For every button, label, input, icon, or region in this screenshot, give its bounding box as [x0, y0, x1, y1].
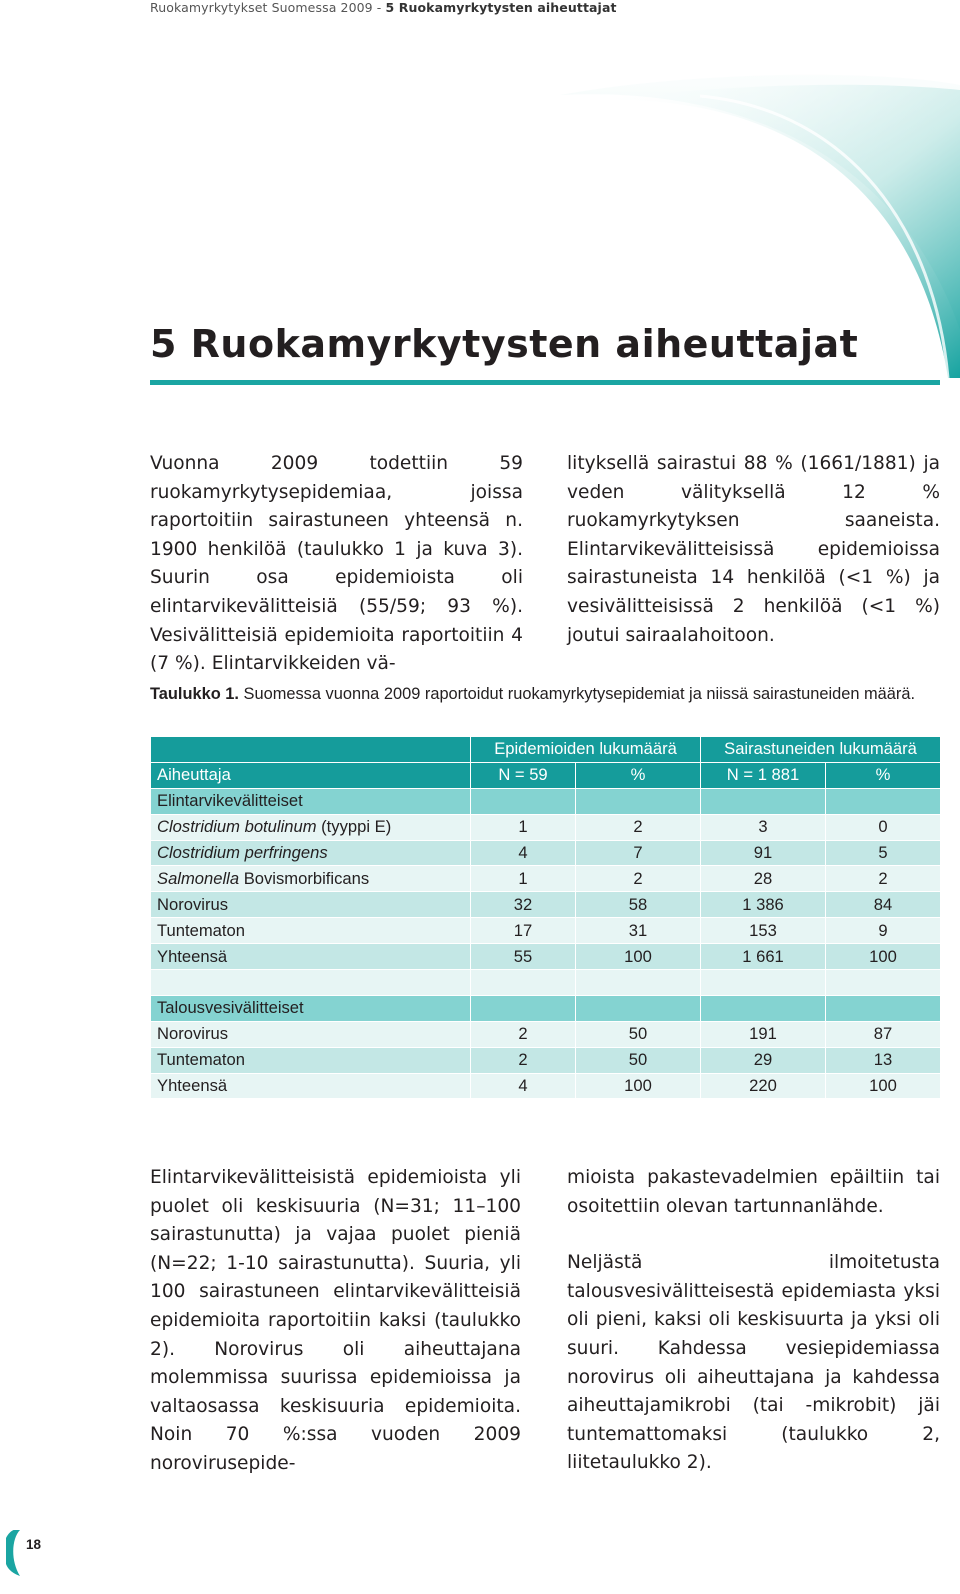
table-row — [151, 1047, 941, 1073]
group-header-outbreaks: Epidemioiden lukumäärä — [471, 737, 701, 763]
column-header-outbreak-n: N = 59 — [471, 762, 576, 788]
body-paragraph-right-1: mioista pakastevadelmien epäiltiin tai osoitettiin olevan tartunnanlähde. — [567, 1167, 940, 1217]
table-row — [151, 840, 941, 866]
cell: 32 — [471, 892, 576, 918]
row-label: Clostridium botulinum (tyyppi E) — [151, 814, 471, 840]
publication-title: Ruokamyrkytykset Suomessa 2009 - — [150, 0, 382, 15]
cell: 191 — [701, 1021, 826, 1047]
cell: 100 — [576, 1073, 701, 1099]
table-caption — [150, 684, 940, 704]
chapter-title: 5 Ruokamyrkytysten aiheuttajat — [150, 322, 859, 366]
cell: 2 — [576, 814, 701, 840]
cell: 1 661 — [701, 944, 826, 970]
intro-paragraph-left: Vuonna 2009 todettiin 59 ruokamyrkytysepidemiaa, joissa raportoitiin sairastuneen yhteensä n. 1900 henkilöä (taulukko 1 ja kuva 3). Suurin osa epidemioista oli elintarvikevälitteisiä (55/59; 93 %). Vesivälitteisiä epidemioita raportoitiin 4 (7 %). Elintarvikkeiden vä- — [150, 453, 523, 675]
cell: 2 — [471, 1047, 576, 1073]
spacer-row — [151, 970, 941, 996]
body-left-column — [150, 1164, 521, 1479]
outbreak-table — [150, 736, 941, 1099]
intro-right-column — [567, 450, 940, 650]
table-row — [151, 866, 941, 892]
row-label: Norovirus — [151, 892, 471, 918]
cell: 100 — [826, 1073, 941, 1099]
cell: 5 — [826, 840, 941, 866]
cell: 2 — [826, 866, 941, 892]
cell: 29 — [701, 1047, 826, 1073]
column-header-outbreak-pct: % — [576, 762, 701, 788]
table-row — [151, 918, 941, 944]
row-label: Salmonella Bovismorbificans — [151, 866, 471, 892]
cell: 100 — [576, 944, 701, 970]
total-row-food — [151, 944, 941, 970]
total-row-water — [151, 1073, 941, 1099]
cell: 55 — [471, 944, 576, 970]
empty-header-cell — [151, 737, 471, 763]
cell: 50 — [576, 1021, 701, 1047]
page-number-badge — [6, 1530, 52, 1576]
cell: 1 — [471, 866, 576, 892]
table-caption-text: Suomessa vuonna 2009 raportoidut ruokamyrkytysepidemiat ja niissä sairastuneiden määrä. — [243, 685, 915, 703]
cell: 50 — [576, 1047, 701, 1073]
cell: 58 — [576, 892, 701, 918]
table-column-header-row — [151, 762, 941, 788]
cell: 84 — [826, 892, 941, 918]
page-number: 18 — [26, 1537, 42, 1552]
cell: 91 — [701, 840, 826, 866]
cell: 7 — [576, 840, 701, 866]
column-header-cases-pct: % — [826, 762, 941, 788]
row-label: Yhteensä — [151, 944, 471, 970]
cell: 1 386 — [701, 892, 826, 918]
table-caption-label: Taulukko 1. — [150, 685, 239, 703]
cell: 2 — [576, 866, 701, 892]
section-label: Talousvesivälitteiset — [151, 995, 471, 1021]
row-label: Norovirus — [151, 1021, 471, 1047]
cell: 3 — [701, 814, 826, 840]
intro-paragraph-right: lityksellä sairastui 88 % (1661/1881) ja veden välityksellä 12 % ruokamyrkytyksen saaneista. Elintarvikevälitteisissä epidemioissa sairastuneista 14 henkilöä (<1 %) ja vesivälitteisissä 2 henkilöä (<1 %) joutui sairaalahoitoon. — [567, 453, 940, 646]
table-row — [151, 892, 941, 918]
table-group-header-row — [151, 737, 941, 763]
cell: 100 — [826, 944, 941, 970]
cell: 4 — [471, 840, 576, 866]
group-header-cases: Sairastuneiden lukumäärä — [701, 737, 941, 763]
cell: 87 — [826, 1021, 941, 1047]
column-header-cause: Aiheuttaja — [151, 762, 471, 788]
table-row — [151, 814, 941, 840]
cell: 1 — [471, 814, 576, 840]
table-row — [151, 1021, 941, 1047]
cell: 13 — [826, 1047, 941, 1073]
section-label: Elintarvikevälitteiset — [151, 788, 471, 814]
body-paragraph-right-2: Neljästä ilmoitetusta talousvesivälitteisestä epidemiasta yksi oli pieni, kaksi oli keskisuurta ja yksi oli suuri. Kahdessa vesiepidemiassa norovirus oli aiheuttajana ja kahdessa aiheuttajamikrobi (tai -mikrobit) jäi tuntemattomaksi (taulukko 2, liitetaulukko 2). — [567, 1252, 940, 1474]
cell: 2 — [471, 1021, 576, 1047]
cell: 31 — [576, 918, 701, 944]
cell: 28 — [701, 866, 826, 892]
row-label: Yhteensä — [151, 1073, 471, 1099]
section-row-food — [151, 788, 941, 814]
intro-left-column — [150, 450, 523, 679]
cell: 17 — [471, 918, 576, 944]
cell: 220 — [701, 1073, 826, 1099]
row-label: Tuntematon — [151, 918, 471, 944]
body-right-column — [567, 1164, 940, 1478]
column-header-cases-n: N = 1 881 — [701, 762, 826, 788]
body-paragraph-left: Elintarvikevälitteisistä epidemioista yli puolet oli keskisuuria (N=31; 11–100 sairastunutta) ja vajaa puolet pieniä (N=22; 1-10 sairastunutta). Suuria, yli 100 sairastuneen elintarvikevälitteisiä epidemioita raportoitiin kaksi (taulukko 2). Norovirus oli aiheuttajana molemmissa suurissa epidemioissa ja valtaosassa keskisuuria epidemioita. Noin 70 %:ssa vuoden 2009 norovirusepide- — [150, 1167, 521, 1474]
row-label: Clostridium perfringens — [151, 840, 471, 866]
section-row-water — [151, 995, 941, 1021]
cell: 9 — [826, 918, 941, 944]
cell: 153 — [701, 918, 826, 944]
cell: 0 — [826, 814, 941, 840]
section-title: 5 Ruokamyrkytysten aiheuttajat — [385, 0, 617, 15]
cell: 4 — [471, 1073, 576, 1099]
row-label: Tuntematon — [151, 1047, 471, 1073]
